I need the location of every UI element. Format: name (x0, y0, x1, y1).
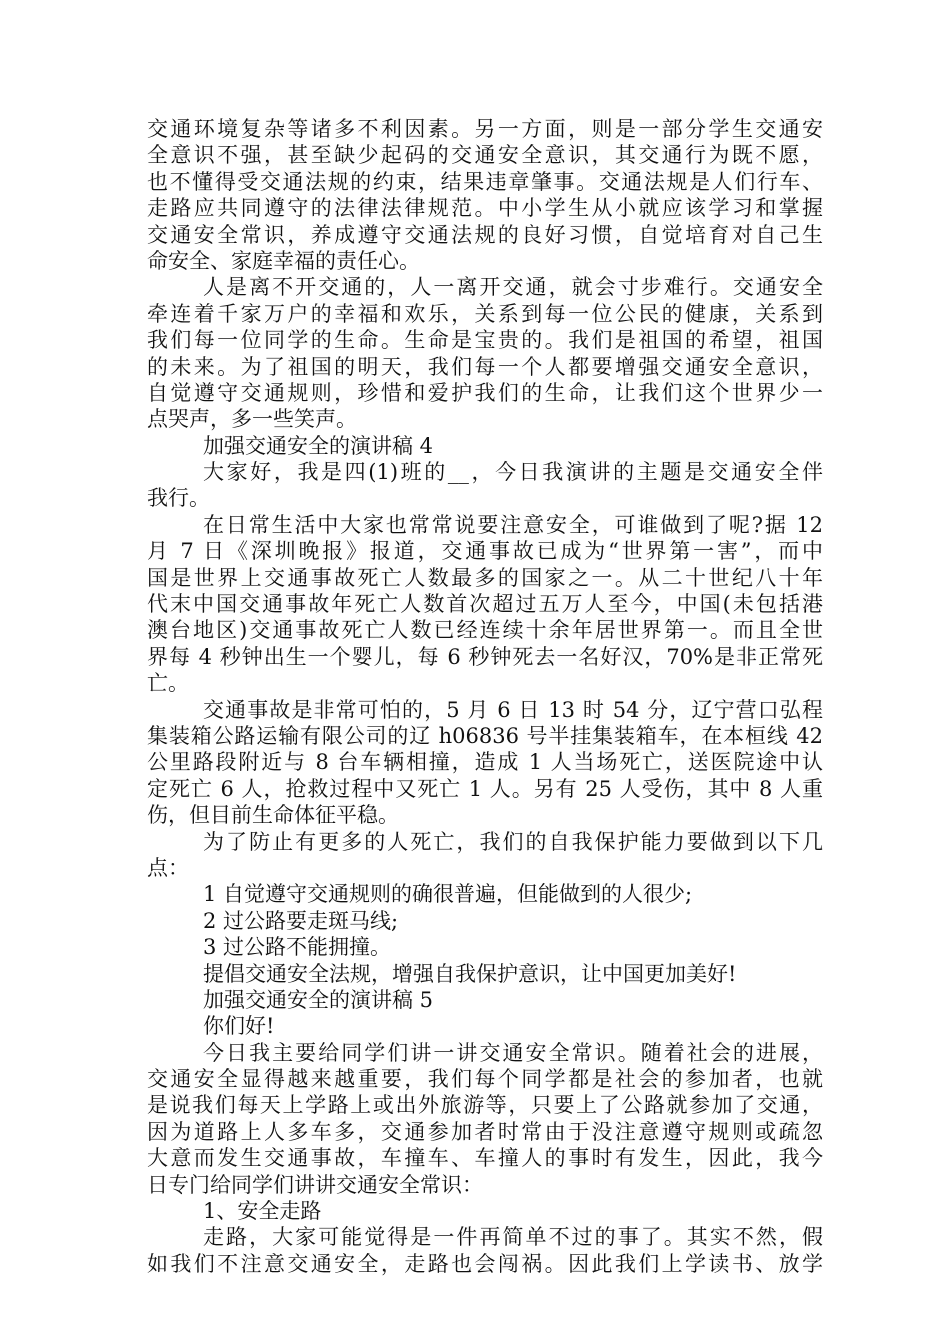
text-line: 交通安全显得越来越重要，我们每个同学都是社会的参加者，也就 (147, 1067, 823, 1092)
text-line: 我们每一位同学的生命。生命是宝贵的。我们是祖国的希望，祖国 (147, 328, 823, 353)
text-line: 走路，大家可能觉得是一件再简单不过的事了。其实不然，假 (203, 1225, 823, 1250)
text-line: 牵连着千家万户的幸福和欢乐，关系到每一位公民的健康，关系到 (147, 301, 823, 326)
text-line: 提倡交通安全法规，增强自我保护意识，让中国更加美好! (203, 961, 737, 986)
text-line: 集装箱公路运输有限公司的辽 h06836 号半挂集装箱车，在本桓线 42 (147, 723, 823, 748)
text-line: 在日常生活中大家也常常说要注意安全，可谁做到了呢?据 12 (203, 512, 823, 537)
text-line: 交通环境复杂等诸多不利因素。另一方面，则是一部分学生交通安 (147, 117, 823, 141)
text-line: 交通事故是非常可怕的，5 月 6 日 13 时 54 分，辽宁营口弘程 (203, 697, 823, 722)
text-line: 1 自觉遵守交通规则的确很普遍，但能做到的人很少; (203, 882, 693, 907)
text-line: 加强交通安全的演讲稿 5 (203, 987, 434, 1012)
document-body (147, 116, 823, 1277)
text-line: 加强交通安全的演讲稿 4 (203, 433, 434, 458)
text-line: 如我们不注意交通安全，走路也会闯祸。因此我们上学读书、放学 (147, 1251, 823, 1276)
text-line: 点哭声，多一些笑声。 (147, 407, 357, 432)
text-line: 界每 4 秒钟出生一个婴儿，每 6 秒钟死去一名好汉，70%是非正常死 (147, 644, 823, 669)
text-line: 今日我主要给同学们讲一讲交通安全常识。随着社会的进展， (203, 1040, 823, 1065)
text-line: 代末中国交通事故年死亡人数首次超过五万人至今，中国(未包括港 (147, 592, 823, 617)
text-line: 1、安全走路 (203, 1199, 322, 1224)
text-line: 亡。 (147, 671, 189, 696)
text-line: 命安全、家庭幸福的责任心。 (147, 248, 420, 273)
text-line: 2 过公路要走斑马线; (203, 908, 399, 933)
text-line: 为了防止有更多的人死亡，我们的自我保护能力要做到以下几 (203, 829, 823, 854)
text-line: 也不懂得受交通法规的约束，结果违章肇事。交通法规是人们行车、 (147, 169, 823, 194)
text-line: 澳台地区)交通事故死亡人数已经连续十余年居世界第一。而且全世 (147, 618, 823, 643)
text-line: 因为道路上人多车多，交通参加者时常由于没注意遵守规则或疏忽 (147, 1119, 823, 1144)
text-line: 日专门给同学们讲讲交通安全常识： (147, 1172, 483, 1197)
text-line: 我行。 (147, 486, 210, 511)
text-line: 3 过公路不能拥撞。 (203, 935, 392, 960)
text-line: 的未来。为了祖国的明天，我们每一个人都要增强交通安全意识， (147, 354, 823, 379)
text-line: 自觉遵守交通规则，珍惜和爱护我们的生命，让我们这个世界少一 (147, 380, 823, 405)
text-line: 你们好! (203, 1014, 275, 1039)
text-line: 大家好，我是四(1)班的__，今日我演讲的主题是交通安全伴 (203, 460, 823, 485)
text-line: 公里路段附近与 8 台车辆相撞，造成 1 人当场死亡，送医院途中认 (147, 750, 823, 775)
text-line: 大意而发生交通事故，车撞车、车撞人的事时有发生，因此，我今 (147, 1146, 823, 1171)
text-line: 全意识不强，甚至缺少起码的交通安全意识，其交通行为既不愿， (147, 143, 823, 168)
text-line: 月 7 日《深圳晚报》报道，交通事故已成为“世界第一害”，而中 (147, 539, 823, 564)
text-line: 伤，但目前生命体征平稳。 (147, 803, 399, 828)
text-line: 点： (147, 855, 189, 880)
text-line: 人是离不开交通的，人一离开交通，就会寸步难行。交通安全 (203, 275, 823, 300)
text-line: 交通安全常识，养成遵守交通法规的良好习惯，自觉培育对自己生 (147, 222, 823, 247)
text-line: 是说我们每天上学路上或出外旅游等，只要上了公路就参加了交通， (147, 1093, 823, 1118)
text-line: 国是世界上交通事故死亡人数最多的国家之一。从二十世纪八十年 (147, 565, 823, 590)
text-line: 走路应共同遵守的法律法律规范。中小学生从小就应该学习和掌握 (147, 196, 823, 221)
text-line: 定死亡 6 人，抢救过程中又死亡 1 人。另有 25 人受伤，其中 8 人重 (147, 776, 823, 801)
